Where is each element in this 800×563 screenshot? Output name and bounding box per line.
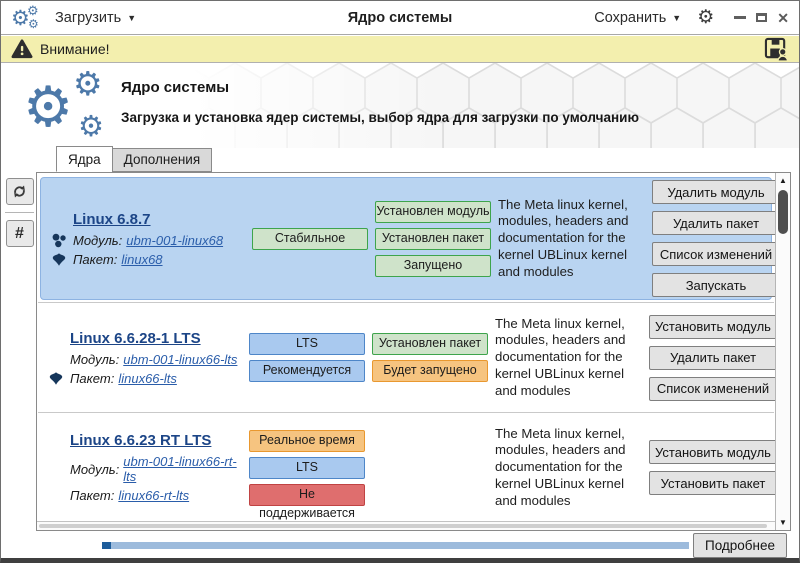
module-link[interactable]: ubm-001-linux68 [126, 232, 224, 248]
row-action-button[interactable]: Установить модуль [649, 315, 775, 339]
kernel-info [44, 330, 249, 386]
row-action-button[interactable]: Установить пакет [649, 471, 775, 495]
kernel-actions [649, 315, 775, 401]
kernel-row[interactable] [40, 177, 772, 300]
gear-icon: ⚙ [78, 111, 104, 143]
row-action-button[interactable]: Список изменений [649, 377, 775, 401]
package-link[interactable]: linux66-lts [118, 370, 177, 386]
gear-icon: ⚙ [27, 2, 39, 18]
save-menu[interactable] [594, 10, 681, 26]
kernel-actions [649, 440, 775, 495]
horizontal-scrollbar-thumb[interactable] [39, 524, 767, 528]
kernel-gears-logo-icon [23, 67, 119, 147]
row-action-button[interactable]: Список изменений [652, 242, 775, 266]
package-line [70, 371, 249, 386]
hash-button[interactable] [6, 220, 34, 247]
package-label: Пакет: [70, 488, 115, 503]
kernel-name-link[interactable]: Linux 6.6.23 RT LTS [70, 432, 212, 449]
vertical-scrollbar[interactable] [775, 173, 790, 530]
row-action-button[interactable]: Удалить пакет [652, 211, 775, 235]
kernel-description: The Meta linux kernel, modules, headers and documentation for the kernel UBLinux kernel and modules [495, 315, 626, 398]
gear-icon: ⚙ [73, 65, 103, 102]
module-label: Модуль: [70, 461, 120, 477]
window-title: Ядро системы [347, 9, 453, 26]
gear-icon: ⚙ [23, 75, 74, 138]
refresh-icon [11, 183, 28, 200]
progress-chunk [102, 542, 111, 549]
horizontal-scrollbar[interactable] [37, 521, 775, 530]
kernel-name-link[interactable]: Linux 6.8.7 [73, 210, 151, 228]
badges-column-left [252, 180, 368, 297]
kernel-name-link[interactable]: Linux 6.6.28-1 LTS [70, 329, 201, 347]
status-badge: Запущено [375, 255, 491, 277]
row-action-button[interactable]: Запускать [652, 273, 775, 297]
load-menu[interactable] [55, 10, 136, 26]
save-as-floppy-icon[interactable] [764, 37, 789, 61]
module-line [70, 454, 249, 484]
chevron-down-icon: ▼ [127, 12, 137, 23]
warning-bar [1, 36, 799, 63]
status-badge: Установлен модуль [375, 201, 491, 223]
gear-icon: ⚙ [28, 16, 39, 31]
load-menu-label: Загрузить [55, 9, 122, 26]
progress-bar [36, 542, 689, 549]
module-label: Модуль: [70, 351, 120, 367]
gear-icon: ⚙ [11, 6, 30, 30]
kernel-list [36, 172, 791, 531]
kernel-row[interactable] [38, 412, 774, 521]
titlebar [1, 1, 799, 35]
status-badge: Не поддерживается [249, 484, 365, 506]
scroll-down-arrow[interactable]: ▼ [779, 518, 787, 527]
status-badge: LTS [249, 333, 365, 355]
status-badge: Будет запущено [372, 360, 488, 382]
tab-kernels[interactable]: Ядра [56, 146, 113, 172]
package-label: Пакет: [70, 370, 115, 386]
package-icon [48, 371, 65, 386]
badges-column-left [249, 305, 365, 410]
warning-text: Внимание! [40, 41, 110, 57]
badges-column-right [372, 305, 488, 410]
refresh-button[interactable] [6, 178, 34, 205]
page-subtitle: Загрузка и установка ядер системы, выбор ядра для загрузки по умолчанию [121, 110, 639, 125]
module-link[interactable]: ubm-001-linux66-rt-lts [123, 454, 237, 484]
module-icon [51, 233, 68, 248]
row-action-button[interactable]: Удалить пакет [649, 346, 775, 370]
page-title: Ядро системы [121, 79, 230, 96]
maximize-button[interactable] [756, 13, 767, 22]
module-line [73, 233, 252, 248]
settings-gear-icon[interactable]: ⚙ [697, 7, 715, 28]
kernel-description: The Meta linux kernel, modules, headers and documentation for the kernel UBLinux kernel and modules [495, 425, 626, 508]
scroll-up-arrow[interactable]: ▲ [779, 176, 787, 185]
package-link[interactable]: linux68 [121, 251, 163, 267]
status-badge: LTS [249, 457, 365, 479]
tool-column [4, 178, 35, 247]
hash-icon: # [15, 224, 24, 242]
close-button[interactable]: ✕ [777, 9, 789, 26]
progress-track [111, 542, 689, 549]
app-logo-gears-icon [11, 3, 45, 33]
module-line [70, 352, 249, 367]
package-icon [51, 252, 68, 267]
status-badge: Рекомендуется [249, 360, 365, 382]
module-label: Модуль: [73, 232, 123, 248]
kernel-description: The Meta linux kernel, modules, headers and documentation for the kernel UBLinux kernel and modules [498, 196, 629, 279]
vertical-scrollbar-thumb[interactable] [778, 190, 788, 234]
tab-bar [56, 146, 211, 172]
kernel-actions [652, 180, 775, 297]
page-header [1, 63, 799, 148]
kernel-row[interactable] [38, 302, 774, 412]
kernel-info [44, 432, 249, 503]
row-action-button[interactable]: Удалить модуль [652, 180, 775, 204]
row-action-button[interactable]: Установить модуль [649, 440, 775, 464]
minimize-button[interactable] [734, 16, 746, 19]
chevron-down-icon: ▼ [672, 12, 682, 23]
badges-column-right [375, 180, 491, 297]
save-menu-label: Сохранить [594, 9, 667, 26]
package-link[interactable]: linux66-rt-lts [118, 488, 190, 503]
package-label: Пакет: [73, 251, 118, 267]
module-link[interactable]: ubm-001-linux66-lts [123, 351, 238, 367]
kernel-info [47, 211, 252, 267]
badges-column-right [372, 415, 488, 520]
tab-addons[interactable]: Дополнения [112, 148, 212, 172]
badges-column-left [249, 415, 365, 520]
details-button[interactable]: Подробнее [693, 533, 787, 558]
status-badge: Реальное время [249, 430, 365, 452]
status-badge: Стабильное [252, 228, 368, 250]
warning-triangle-icon [11, 39, 33, 59]
package-line [73, 252, 252, 267]
package-line [70, 488, 249, 503]
tool-divider [5, 212, 34, 213]
status-badge: Установлен пакет [372, 333, 488, 355]
status-badge: Установлен пакет [375, 228, 491, 250]
